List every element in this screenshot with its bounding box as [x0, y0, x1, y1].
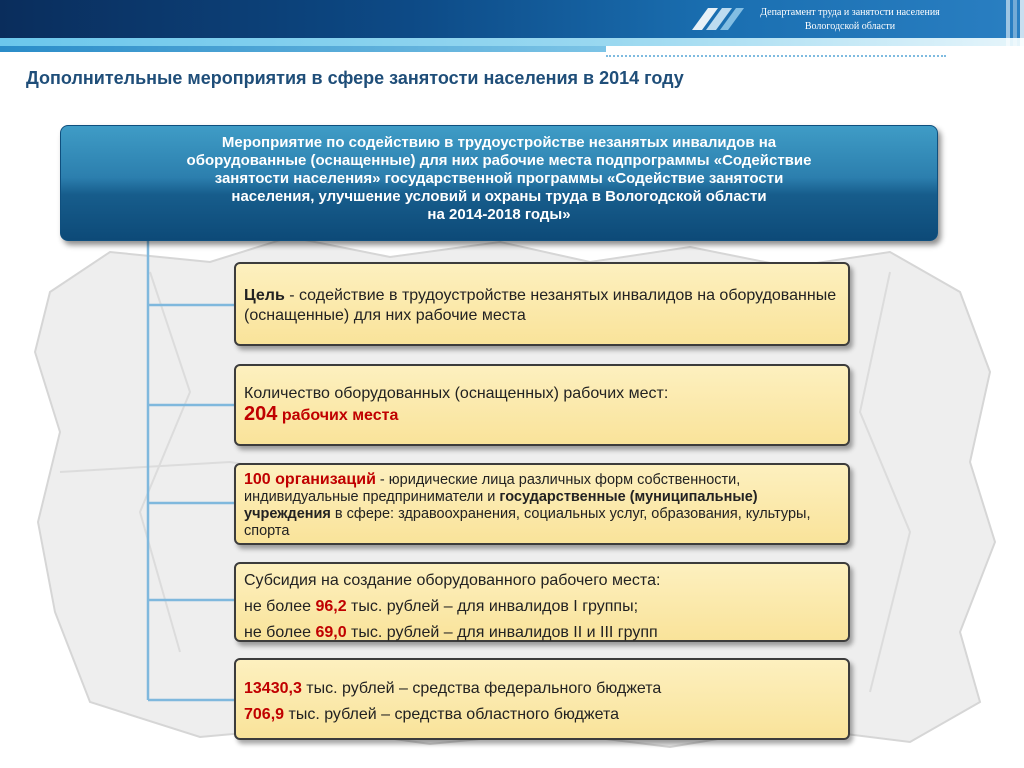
workplaces-box — [234, 364, 850, 446]
program-line-3: занятости населения» государственной программы «Содействие занятости — [214, 170, 784, 187]
subsidy-line1-prefix: не более — [244, 598, 316, 615]
header-dotted-line — [606, 55, 946, 57]
subsidy-line2-value: 69,0 — [315, 624, 347, 641]
budget-regional-text: тыс. рублей – средства областного бюджета — [284, 706, 620, 723]
header-stripe — [0, 38, 1024, 46]
subsidy-line2-suffix: тыс. рублей – для инвалидов II и III групп — [346, 624, 658, 641]
budget-federal — [244, 676, 840, 702]
header-decor-bars — [984, 0, 1024, 46]
budget-box — [234, 658, 850, 740]
organizations-text-1: - юридические лица различных форм собственности, индивидуальные предприниматели и — [244, 472, 741, 505]
subsidy-box — [234, 562, 850, 642]
workplaces-unit: рабочих места — [277, 407, 399, 424]
department-name-line2: Вологодской области — [804, 21, 896, 32]
budget-regional-value: 706,9 — [244, 706, 285, 723]
department-name-line1: Департамент труда и занятости населения — [760, 7, 940, 18]
program-header-box — [60, 125, 938, 241]
department-logo-icon — [688, 4, 746, 34]
header-stripe-lower — [0, 46, 606, 52]
goal-text: - содействие в трудоустройстве незанятых инвалидов на оборудованные (оснащенные) для них рабочие места — [244, 287, 837, 324]
organizations-bold: государственные (муниципальные) учреждения — [244, 489, 758, 522]
organizations-count: 100 организаций — [244, 471, 376, 488]
subsidy-line2-prefix: не более — [244, 624, 316, 641]
goal-box — [234, 262, 850, 346]
goal-label: Цель — [244, 287, 285, 304]
workplaces-text: Количество оборудованных (оснащенных) рабочих мест: — [244, 385, 669, 402]
program-line-4: населения, улучшение условий и охраны труда в Вологодской области — [231, 188, 767, 205]
page-title: Дополнительные мероприятия в сфере занятости населения в 2014 году — [26, 68, 684, 88]
program-line-2: оборудованные (оснащенные) для них рабочие места подпрограммы «Содействие — [186, 152, 812, 169]
subsidy-line1-value: 96,2 — [315, 598, 347, 615]
program-line-1: Мероприятие по содействию в трудоустройстве незанятых инвалидов на — [221, 134, 777, 151]
subsidy-heading: Субсидия на создание оборудованного рабочего места: — [244, 572, 661, 589]
organizations-box — [234, 463, 850, 545]
subsidy-line-2 — [244, 620, 840, 646]
department-name — [740, 6, 960, 34]
workplaces-count: 204 — [244, 403, 278, 425]
program-line-5: на 2014-2018 годы» — [427, 206, 571, 223]
subsidy-line1-suffix: тыс. рублей – для инвалидов I группы; — [346, 598, 639, 615]
budget-regional — [244, 702, 840, 728]
budget-federal-value: 13430,3 — [244, 680, 302, 697]
budget-federal-text: тыс. рублей – средства федерального бюджета — [301, 680, 662, 697]
organizations-text-2: в сфере: здравоохранения, социальных услуг, образования, культуры, спорта — [244, 506, 811, 539]
subsidy-line-1 — [244, 594, 840, 620]
